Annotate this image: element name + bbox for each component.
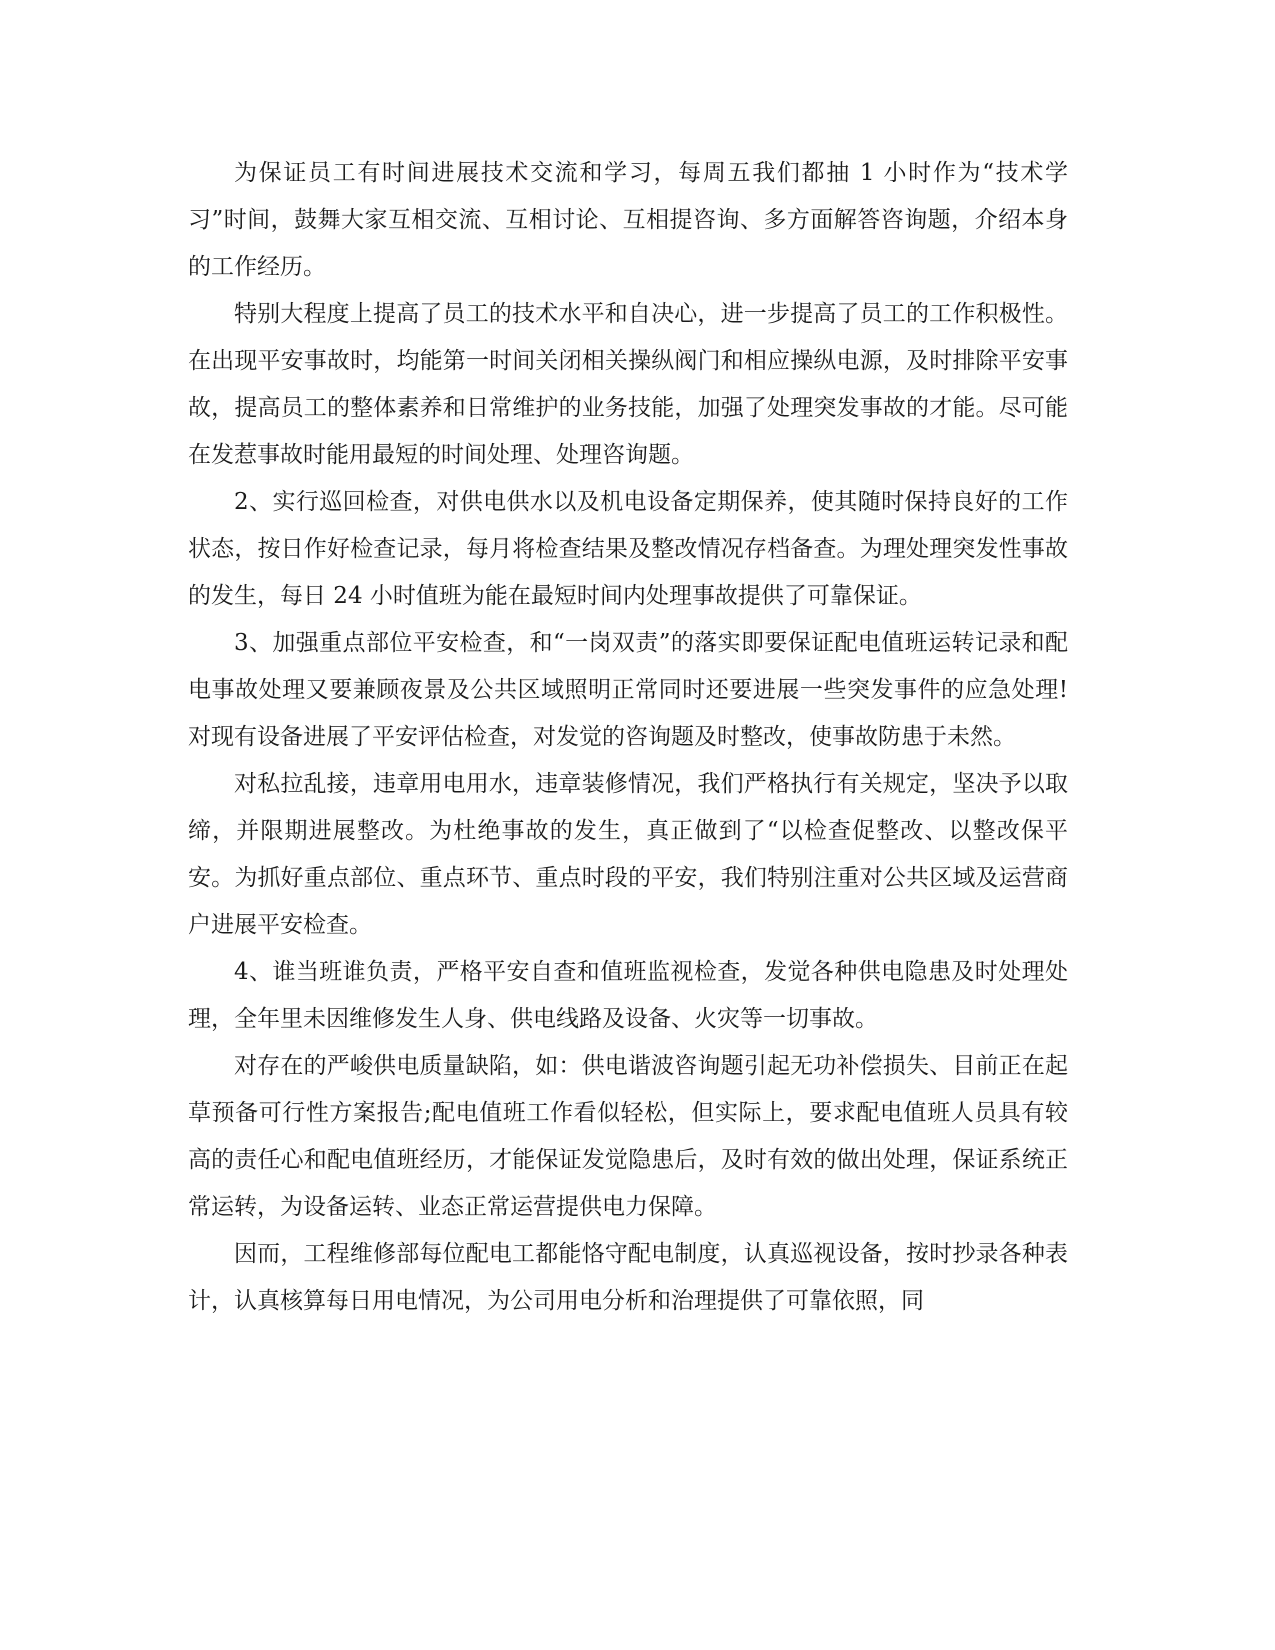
paragraph-1: 为保证员工有时间进展技术交流和学习，每周五我们都抽 1 小时作为“技术学习”时间，鼓舞大家互相交流、互相讨论、互相提咨询、多方面解答咨询题，介绍本身的工作经历。 [188,160,1068,280]
paragraph-3: 2、实行巡回检查，对供电供水以及机电设备定期保养，使其随时保持良好的工作状态，按日作好检查记录，每月将检查结果及整改情况存档备查。为理处理突发性事故的发生，每日 24 小时值班为能在最短时间内处理事故提供了可靠保证。 [188,489,1068,609]
paragraph-4: 3、加强重点部位平安检查，和“一岗双责”的落实即要保证配电值班运转记录和配电事故处理又要兼顾夜景及公共区域照明正常同时还要进展一些突发事件的应急处理!对现有设备进展了平安评估检查，对发觉的咨询题及时整改，使事故防患于未然。 [188,630,1068,750]
document-body [188,150,1068,1325]
paragraph-2: 特别大程度上提高了员工的技术水平和自决心，进一步提高了员工的工作积极性。在出现平安事故时，均能第一时间关闭相关操纵阀门和相应操纵电源，及时排除平安事故，提高员工的整体素养和日常维护的业务技能，加强了处理突发事故的才能。尽可能在发惹事故时能用最短的时间处理、处理咨询题。 [188,301,1068,468]
paragraph-6: 4、谁当班谁负责，严格平安自查和值班监视检查，发觉各种供电隐患及时处理处理，全年里未因维修发生人身、供电线路及设备、火灾等一切事故。 [188,959,1068,1032]
paragraph-8: 因而，工程维修部每位配电工都能恪守配电制度，认真巡视设备，按时抄录各种表计，认真核算每日用电情况，为公司用电分析和治理提供了可靠依照，同 [188,1241,1068,1314]
paragraph-5: 对私拉乱接，违章用电用水，违章装修情况，我们严格执行有关规定，坚决予以取缔，并限期进展整改。为杜绝事故的发生，真正做到了“以检查促整改、以整改保平安。为抓好重点部位、重点环节、重点时段的平安，我们特别注重对公共区域及运营商户进展平安检查。 [188,771,1068,938]
paragraph-7: 对存在的严峻供电质量缺陷，如：供电谐波咨询题引起无功补偿损失、目前正在起草预备可行性方案报告;配电值班工作看似轻松，但实际上，要求配电值班人员具有较高的责任心和配电值班经历，才能保证发觉隐患后，及时有效的做出处理，保证系统正常运转，为设备运转、业态正常运营提供电力保障。 [188,1053,1068,1220]
